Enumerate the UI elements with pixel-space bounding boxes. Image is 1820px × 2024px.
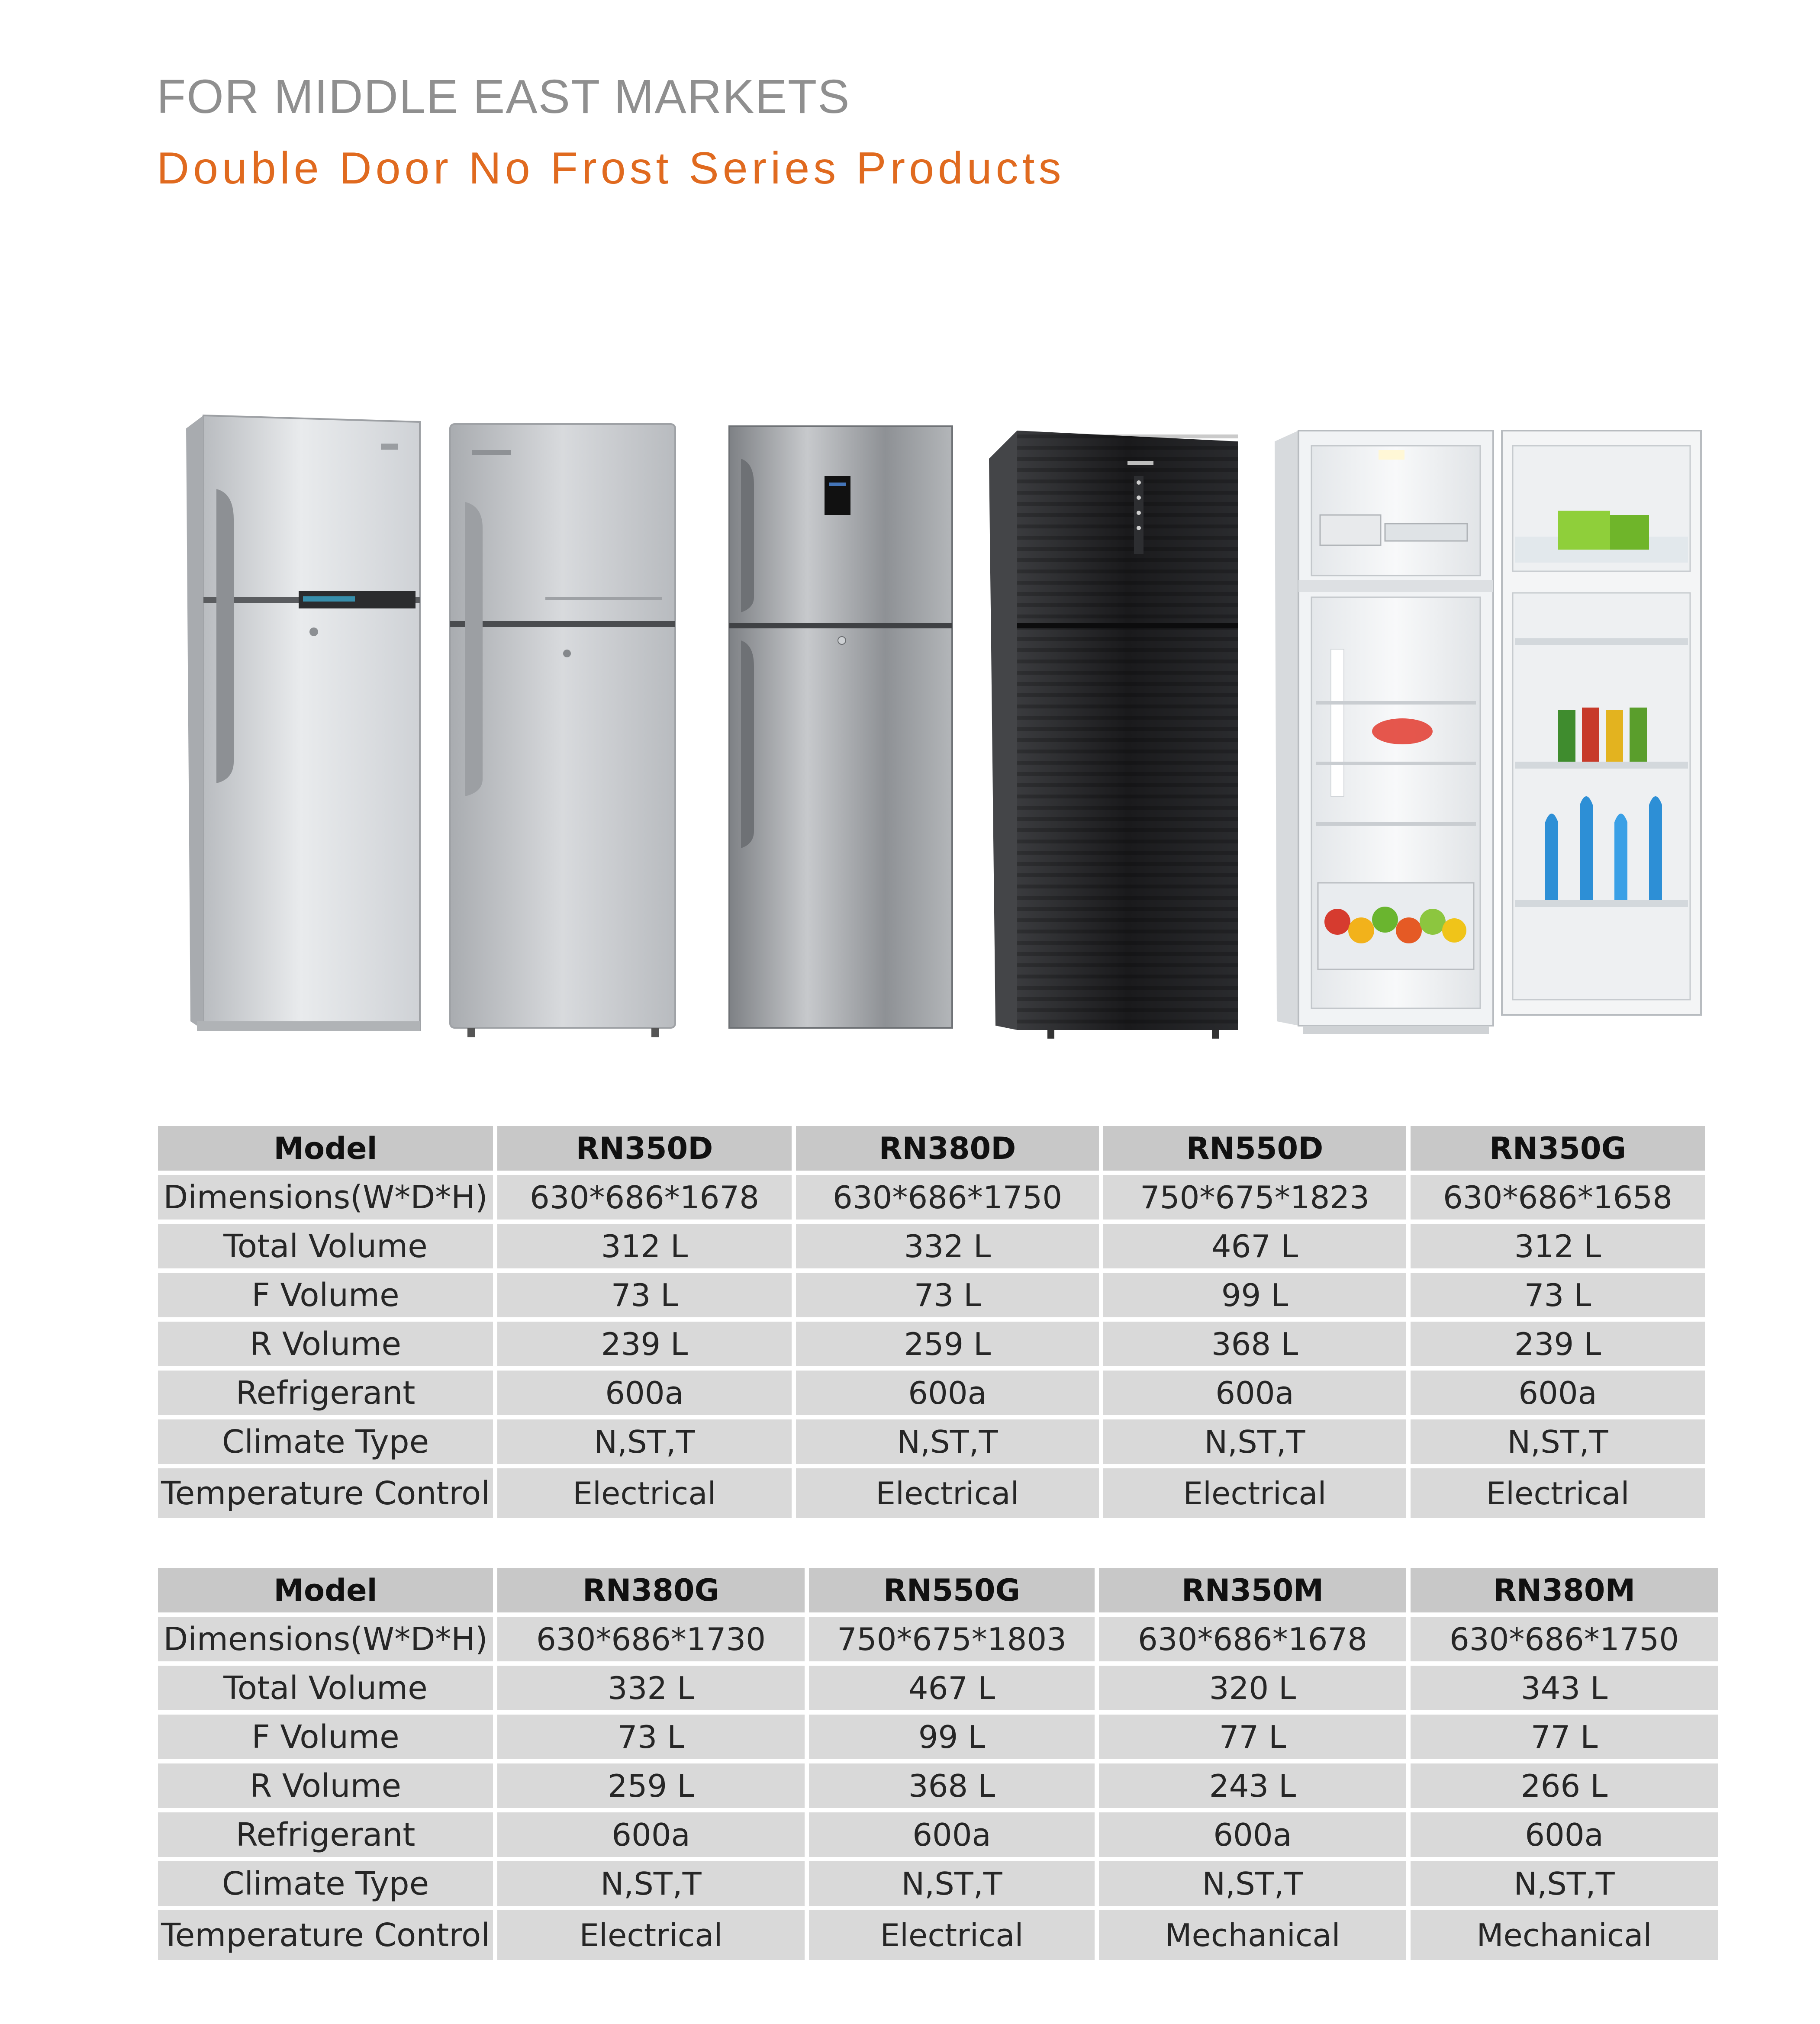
model-cell: RN350M — [1099, 1568, 1406, 1612]
row-label-model: Model — [158, 1126, 493, 1171]
spec-cell: 99 L — [1103, 1273, 1406, 1317]
spec-cell: 332 L — [497, 1666, 805, 1710]
spec-cell: 73 L — [796, 1273, 1099, 1317]
spec-cell: 312 L — [497, 1224, 792, 1268]
spec-cell: 73 L — [497, 1273, 792, 1317]
row-label-refrigerant: Refrigerant — [158, 1371, 493, 1415]
spec-cell: 630*686*1658 — [1411, 1175, 1705, 1220]
row-label-climate-type: Climate Type — [158, 1861, 493, 1906]
row-label-climate-type: Climate Type — [158, 1419, 493, 1464]
spec-cell: 239 L — [1411, 1322, 1705, 1366]
spec-cell: 259 L — [796, 1322, 1099, 1366]
spec-cell: 312 L — [1411, 1224, 1705, 1268]
total-volume-row — [158, 1666, 1718, 1710]
model-cell: RN550G — [809, 1568, 1095, 1612]
spec-cell: 467 L — [1103, 1224, 1406, 1268]
spec-cell: 600a — [796, 1371, 1099, 1415]
spec-cell: N,ST,T — [1103, 1419, 1406, 1464]
model-cell: RN380G — [497, 1568, 805, 1612]
dimensions-row — [158, 1617, 1718, 1661]
open-white-fridge — [1275, 431, 1701, 1034]
spec-cell: 630*686*1678 — [497, 1175, 792, 1220]
refrigerant-row — [158, 1812, 1718, 1857]
spec-cell: Mechanical — [1099, 1910, 1406, 1960]
stainless-fridge — [729, 426, 952, 1028]
row-label-f-volume: F Volume — [158, 1273, 493, 1317]
spec-cell: 239 L — [497, 1322, 792, 1366]
spec-cell: 320 L — [1099, 1666, 1406, 1710]
spec-cell: 600a — [809, 1812, 1095, 1857]
spec-cell: Electrical — [796, 1468, 1099, 1518]
spec-cell: N,ST,T — [1411, 1861, 1718, 1906]
spec-cell: Electrical — [1411, 1468, 1705, 1518]
total-volume-row — [158, 1224, 1705, 1268]
spec-cell: N,ST,T — [1099, 1861, 1406, 1906]
temperature-control-row — [158, 1910, 1718, 1960]
f-volume-row — [158, 1715, 1718, 1759]
spec-cell: 77 L — [1099, 1715, 1406, 1759]
row-label-dimensions: Dimensions(W*D*H) — [158, 1617, 493, 1661]
row-label-r-volume: R Volume — [158, 1763, 493, 1808]
row-label-temperature-control: Temperature Control — [158, 1468, 493, 1518]
spec-cell: 99 L — [809, 1715, 1095, 1759]
spec-cell: 630*686*1730 — [497, 1617, 805, 1661]
spec-cell: 73 L — [497, 1715, 805, 1759]
spec-cell: N,ST,T — [1411, 1419, 1705, 1464]
climate-type-row — [158, 1861, 1718, 1906]
row-label-f-volume: F Volume — [158, 1715, 493, 1759]
spec-cell: 266 L — [1411, 1763, 1718, 1808]
spec-cell: 750*675*1803 — [809, 1617, 1095, 1661]
spec-cell: 630*686*1750 — [796, 1175, 1099, 1220]
spec-cell: 332 L — [796, 1224, 1099, 1268]
spec-cell: 600a — [497, 1371, 792, 1415]
model-cell: RN380M — [1411, 1568, 1718, 1612]
spec-cell: 630*686*1678 — [1099, 1617, 1406, 1661]
model-cell: RN380D — [796, 1126, 1099, 1171]
spec-table-2 — [154, 1564, 1722, 1964]
spec-table-1 — [154, 1122, 1709, 1522]
spec-cell: 600a — [1103, 1371, 1406, 1415]
spec-cell: 750*675*1823 — [1103, 1175, 1406, 1220]
model-row — [158, 1126, 1705, 1171]
row-label-total-volume: Total Volume — [158, 1224, 493, 1268]
spec-cell: Electrical — [497, 1910, 805, 1960]
brushed-silver-fridge — [450, 424, 675, 1037]
spec-cell: N,ST,T — [497, 1861, 805, 1906]
model-cell: RN350G — [1411, 1126, 1705, 1171]
series-title: Double Door No Frost Series Products — [157, 143, 1065, 193]
model-row — [158, 1568, 1718, 1612]
refrigerant-row — [158, 1371, 1705, 1415]
market-eyebrow: FOR MIDDLE EAST MARKETS — [157, 70, 850, 123]
spec-cell: Electrical — [1103, 1468, 1406, 1518]
black-glass-fridge — [989, 431, 1238, 1039]
row-label-model: Model — [158, 1568, 493, 1612]
spec-cell: 77 L — [1411, 1715, 1718, 1759]
spec-cell: 467 L — [809, 1666, 1095, 1710]
spec-cell: 630*686*1750 — [1411, 1617, 1718, 1661]
r-volume-row — [158, 1322, 1705, 1366]
spec-cell: 600a — [1411, 1812, 1718, 1857]
spec-cell: 600a — [497, 1812, 805, 1857]
spec-cell: 368 L — [1103, 1322, 1406, 1366]
spec-cell: 343 L — [1411, 1666, 1718, 1710]
row-label-total-volume: Total Volume — [158, 1666, 493, 1710]
silver-classic-fridge — [186, 415, 420, 1031]
spec-cell: 368 L — [809, 1763, 1095, 1808]
climate-type-row — [158, 1419, 1705, 1464]
spec-cell: Mechanical — [1411, 1910, 1718, 1960]
spec-cell: N,ST,T — [809, 1861, 1095, 1906]
row-label-temperature-control: Temperature Control — [158, 1910, 493, 1960]
spec-cell: N,ST,T — [796, 1419, 1099, 1464]
f-volume-row — [158, 1273, 1705, 1317]
spec-cell: 259 L — [497, 1763, 805, 1808]
row-label-r-volume: R Volume — [158, 1322, 493, 1366]
model-cell: RN350D — [497, 1126, 792, 1171]
spec-cell: N,ST,T — [497, 1419, 792, 1464]
row-label-refrigerant: Refrigerant — [158, 1812, 493, 1857]
spec-cell: 73 L — [1411, 1273, 1705, 1317]
model-cell: RN550D — [1103, 1126, 1406, 1171]
row-label-dimensions: Dimensions(W*D*H) — [158, 1175, 493, 1220]
temperature-control-row — [158, 1468, 1705, 1518]
spec-cell: 600a — [1411, 1371, 1705, 1415]
r-volume-row — [158, 1763, 1718, 1808]
dimensions-row — [158, 1175, 1705, 1220]
spec-cell: 243 L — [1099, 1763, 1406, 1808]
spec-cell: Electrical — [809, 1910, 1095, 1960]
spec-cell: 600a — [1099, 1812, 1406, 1857]
product-photos — [0, 389, 1820, 1047]
spec-cell: Electrical — [497, 1468, 792, 1518]
